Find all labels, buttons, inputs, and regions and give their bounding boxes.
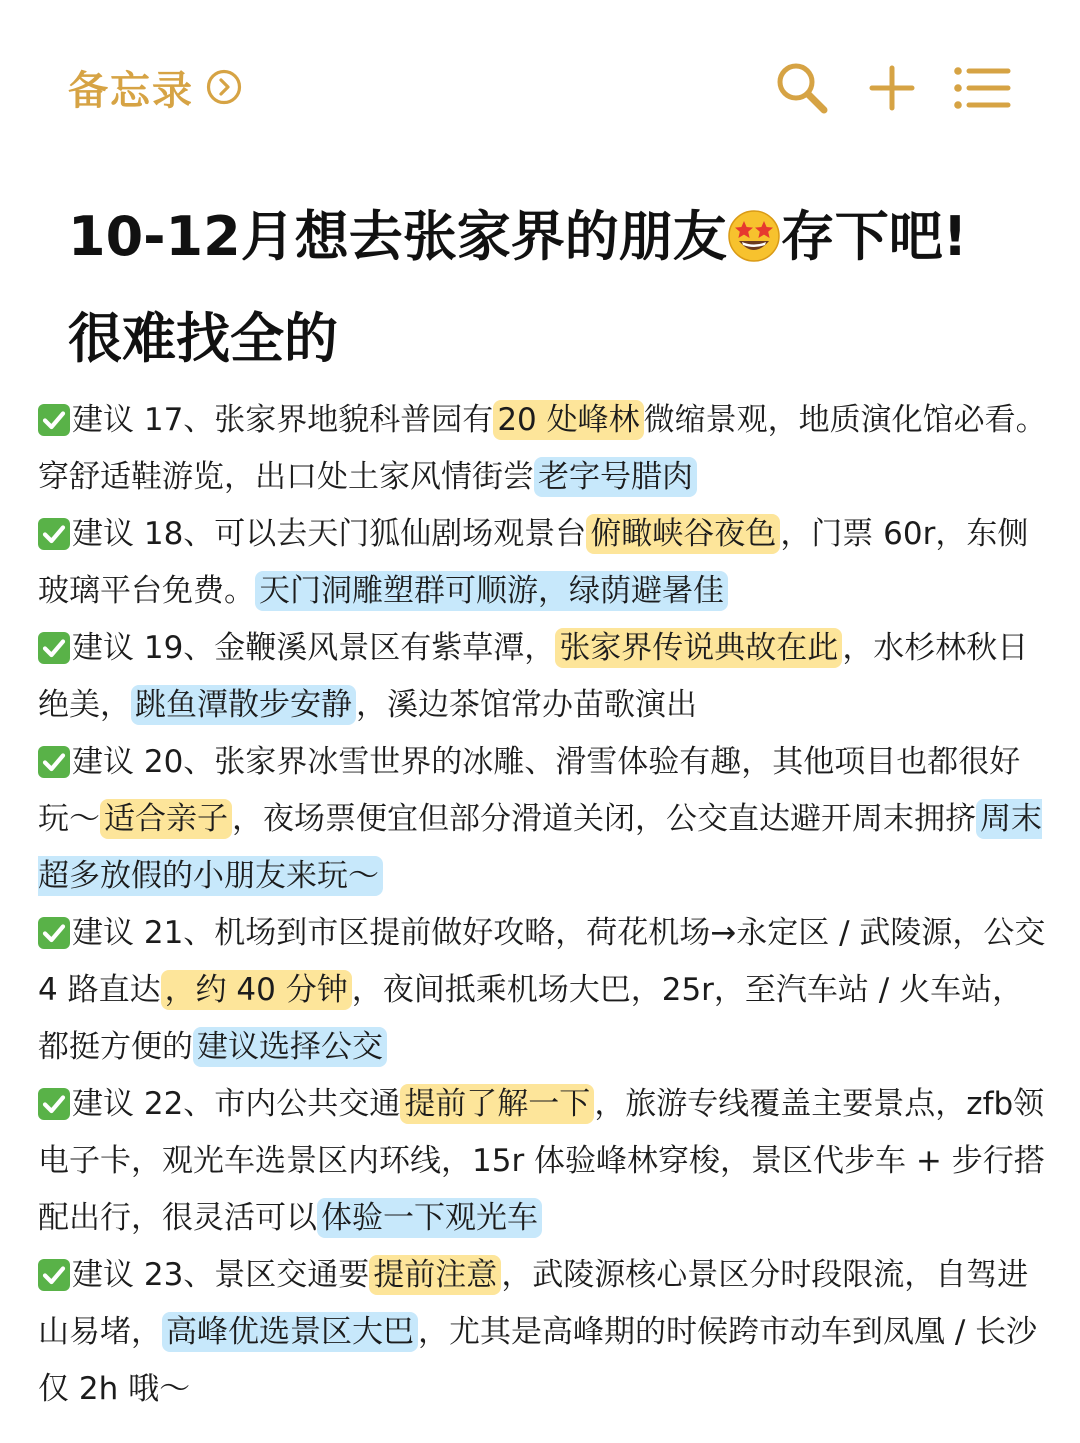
paragraph-text: 微缩景观，地质演化馆必看。穿舒适鞋游览，出口处土家风情街尝 [38, 402, 1047, 495]
highlight-blue: 体验一下观光车 [317, 1198, 542, 1238]
paragraph-text: ，夜场票便宜但部分滑道关闭，公交直达避开周末拥挤 [232, 801, 976, 837]
paragraph-text: 建议 20、张家界冰雪世界的冰雕、滑雪体验有趣，其他项目也都很好玩～ [38, 744, 1021, 837]
title-line2: 很难找全的 [68, 307, 338, 370]
highlight-blue: 天门洞雕塑群可顺游，绿荫避暑佳 [255, 571, 728, 611]
checkmark-icon [38, 746, 70, 778]
back-label: 备忘录 [68, 67, 194, 114]
paragraph-text: ，夜间抵乘机场大巴，25r，至汽车站 / 火车站，都挺方便的 [38, 972, 1024, 1065]
chevron-right-icon [206, 69, 242, 105]
paragraph-text: ，旅游专线覆盖主要景点，zfb领电子卡，观光车选景区内环线，15r 体验峰林穿梭，景区代步车 + 步行搭配出行，很灵活可以 [38, 1086, 1045, 1236]
paragraph-text: ，水杉林秋日绝美， [38, 630, 1029, 723]
title-line1-text: 10-12月想去张家界的朋友 [68, 205, 727, 268]
paragraph-text: 建议 18、可以去天门狐仙剧场观景台 [72, 516, 587, 552]
checkmark-icon [38, 518, 70, 550]
note-paragraph [38, 1076, 1050, 1247]
highlight-yellow: 提前注意 [369, 1255, 501, 1295]
highlight-blue: 跳鱼潭散步安静 [131, 685, 356, 725]
highlight-yellow: 20 处峰林 [493, 400, 643, 440]
note-paragraph [38, 734, 1050, 905]
note-title[interactable] [68, 186, 1028, 390]
back-to-notes-button[interactable] [68, 60, 242, 114]
paragraph-text: 建议 19、金鞭溪风景区有紫草潭， [72, 630, 556, 666]
checkmark-icon [38, 1259, 70, 1291]
star-struck-emoji-icon [727, 209, 781, 263]
paragraph-text: 建议 22、市内公共交通 [72, 1086, 401, 1122]
highlight-yellow: ，约 40 分钟 [161, 970, 352, 1010]
search-icon[interactable] [772, 58, 832, 118]
paragraph-text: ，武陵源核心景区分时段限流，自驾进山易堵， [38, 1257, 1029, 1350]
note-paragraph [38, 1247, 1050, 1418]
note-paragraph [38, 392, 1050, 506]
list-icon[interactable] [952, 58, 1012, 118]
highlight-blue: 建议选择公交 [193, 1027, 387, 1067]
paragraph-text: 建议 23、景区交通要 [72, 1257, 370, 1293]
note-body[interactable] [38, 392, 1050, 1418]
checkmark-icon [38, 917, 70, 949]
paragraph-text: ，溪边茶馆常办苗歌演出 [356, 687, 697, 723]
checkmark-icon [38, 632, 70, 664]
paragraph-text: ，尤其是高峰期的时候跨市动车到凤凰 / 长沙仅 2h 哦～ [38, 1314, 1038, 1407]
note-paragraph [38, 506, 1050, 620]
note-paragraph [38, 905, 1050, 1076]
plus-icon[interactable] [862, 58, 922, 118]
checkmark-icon [38, 1088, 70, 1120]
highlight-yellow: 适合亲子 [100, 799, 232, 839]
paragraph-text: 建议 17、张家界地貌科普园有 [72, 402, 494, 438]
highlight-blue: 老字号腊肉 [534, 457, 697, 497]
paragraph-text: 建议 21、机场到市区提前做好攻略，荷花机场→永定区 / 武陵源，公交 4 路直达 [38, 915, 1046, 1008]
title-line1-end: 存下吧! [780, 205, 968, 268]
navigation-bar [0, 0, 1080, 170]
highlight-blue: 高峰优选景区大巴 [162, 1312, 418, 1352]
paragraph-text: ，门票 60r，东侧玻璃平台免费。 [38, 516, 1029, 609]
highlight-yellow: 张家界传说典故在此 [555, 628, 842, 668]
highlight-blue: 周末超多放假的小朋友来玩～ [38, 801, 1042, 894]
checkmark-icon [38, 404, 70, 436]
highlight-yellow: 俯瞰峡谷夜色 [586, 514, 780, 554]
highlight-yellow: 提前了解一下 [400, 1084, 594, 1124]
note-paragraph [38, 620, 1050, 734]
